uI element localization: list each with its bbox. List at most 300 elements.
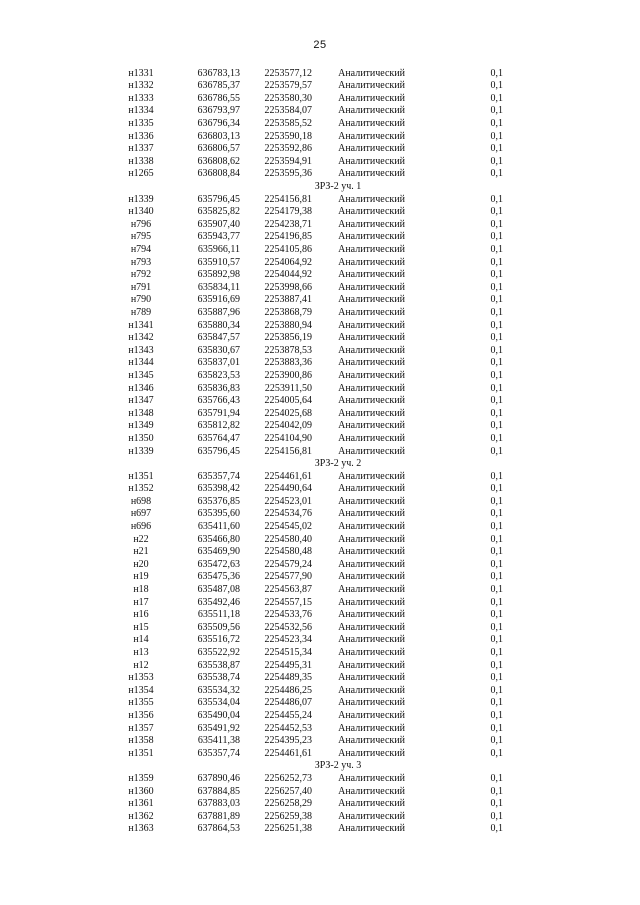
cell-coord-y: 2254461,61 [264,747,312,759]
cell-coord-y: 2254179,38 [264,206,312,218]
cell-method: Аналитический [338,244,405,255]
table-row [113,407,503,420]
table-row [113,684,503,697]
cell-point-id: н1337 [128,143,154,155]
cell-accuracy: 0,1 [490,344,503,356]
cell-coord-x: 635490,04 [197,709,240,721]
cell-coord-y: 2254523,01 [264,495,312,507]
cell-accuracy: 0,1 [490,785,503,797]
cell-accuracy: 0,1 [490,533,503,545]
cell-coord-y: 2253998,66 [264,281,312,293]
cell-coord-y: 2253595,36 [264,168,312,180]
cell-point-id: н1341 [128,319,154,331]
cell-point-id: н1333 [128,92,154,104]
cell-accuracy: 0,1 [490,143,503,155]
cell-point-id: н19 [133,571,149,583]
cell-coord-y: 2253594,91 [264,155,312,167]
cell-coord-y: 2254196,85 [264,231,312,243]
cell-point-id: н1265 [128,168,154,180]
cell-coord-x: 635511,18 [197,609,240,621]
cell-method: Аналитический [338,798,405,810]
cell-coord-y: 2253880,94 [264,319,312,331]
table-row [113,269,503,282]
table-row [113,508,503,521]
cell-method: Аналитический [338,168,405,180]
cell-coord-y: 2254533,76 [264,609,312,621]
cell-accuracy: 0,1 [490,672,503,684]
cell-method: Аналитический [338,508,405,520]
table-row [113,357,503,370]
cell-point-id: н791 [130,281,152,293]
cell-accuracy: 0,1 [490,382,503,394]
cell-method: Аналитический [338,105,405,117]
cell-method: Аналитический [338,281,405,293]
cell-accuracy: 0,1 [490,306,503,318]
cell-accuracy: 0,1 [490,395,503,407]
cell-coord-y: 2254461,61 [264,470,312,482]
cell-method: Аналитический [338,722,405,734]
cell-coord-x: 635475,36 [197,571,240,583]
cell-coord-y: 2253584,07 [264,105,312,117]
table-row [113,709,503,722]
cell-point-id: н1360 [128,785,154,797]
cell-accuracy: 0,1 [490,206,503,218]
cell-point-id: н796 [130,218,152,230]
cell-accuracy: 0,1 [490,684,503,696]
cell-point-id: н1347 [128,395,154,407]
cell-method: Аналитический [338,155,405,167]
cell-method: Аналитический [338,634,405,646]
cell-point-id: н697 [130,508,152,520]
table-row [113,420,503,433]
cell-coord-x: 636785,37 [197,80,240,92]
cell-point-id: н1343 [128,344,154,356]
cell-coord-y: 2254532,56 [264,621,312,633]
cell-method: Аналитический [338,495,405,507]
cell-accuracy: 0,1 [490,772,503,784]
cell-point-id: н1332 [128,80,154,92]
table-row [113,193,503,206]
cell-accuracy: 0,1 [490,621,503,633]
cell-coord-y: 2254580,48 [264,546,312,558]
cell-coord-y: 2254455,24 [264,709,312,721]
cell-point-id: н1339 [128,193,154,205]
cell-coord-y: 2254156,81 [264,193,312,205]
cell-coord-x: 635796,45 [197,445,240,457]
cell-accuracy: 0,1 [490,357,503,369]
cell-method: Аналитический [338,810,405,822]
cell-point-id: н790 [130,294,152,306]
cell-point-id: н1346 [128,382,154,394]
cell-coord-x: 635522,92 [197,647,240,658]
cell-coord-x: 635509,56 [197,621,240,633]
table-row [113,797,503,810]
table-row [113,306,503,319]
cell-coord-y: 2253878,53 [264,344,312,356]
table-row [113,394,503,407]
table-row [113,382,503,395]
cell-accuracy: 0,1 [490,231,503,243]
table-row [113,206,503,219]
cell-accuracy: 0,1 [490,697,503,709]
cell-point-id: н789 [130,306,152,318]
cell-coord-x: 635472,63 [197,558,240,570]
page-number: 25 [313,39,327,51]
table-row [113,168,503,181]
cell-method: Аналитический [338,647,405,658]
cell-accuracy: 0,1 [490,495,503,507]
cell-coord-x: 636808,84 [197,168,240,180]
cell-point-id: н1338 [128,155,154,167]
cell-coord-y: 2256259,38 [264,810,312,822]
cell-coord-y: 2254156,81 [264,445,312,457]
table-row [113,734,503,747]
cell-accuracy: 0,1 [490,709,503,721]
cell-accuracy: 0,1 [490,596,503,608]
cell-accuracy: 0,1 [490,332,503,344]
cell-coord-y: 2254523,34 [264,634,312,646]
cell-coord-x: 635766,43 [197,395,240,407]
cell-method: Аналитический [338,67,405,79]
table-row [113,105,503,118]
cell-coord-x: 637883,03 [197,798,240,810]
cell-point-id: н1361 [128,798,154,810]
cell-method: Аналитический [338,432,405,444]
table-row [113,344,503,357]
cell-accuracy: 0,1 [490,470,503,482]
cell-coord-y: 2254577,90 [264,571,312,583]
cell-point-id: н1334 [128,105,154,117]
cell-coord-y: 2253887,41 [264,294,312,306]
cell-coord-x: 635887,96 [197,306,240,318]
cell-coord-y: 2253868,79 [264,306,312,318]
cell-coord-x: 635837,01 [197,357,240,369]
cell-coord-y: 2254489,35 [264,672,312,684]
cell-method: Аналитический [338,697,405,709]
cell-point-id: н1342 [128,332,154,344]
table-row [113,67,503,80]
cell-point-id: н794 [130,244,152,255]
table-row [113,646,503,659]
cell-method: Аналитический [338,395,405,407]
cell-accuracy: 0,1 [490,269,503,281]
table-row [113,520,503,533]
cell-point-id: н13 [133,647,149,658]
table-row [113,294,503,307]
cell-point-id: н793 [130,256,152,268]
cell-coord-x: 635398,42 [197,483,240,495]
cell-coord-x: 635357,74 [197,470,240,482]
cell-point-id: н1331 [128,67,154,79]
cell-coord-x: 635966,11 [197,244,240,255]
cell-coord-x: 635516,72 [197,634,240,646]
cell-method: Аналитический [338,319,405,331]
section-title: ЗРЗ-2 уч. 1 [314,181,362,193]
cell-point-id: н18 [133,584,149,596]
cell-method: Аналитический [338,306,405,318]
cell-coord-y: 2254042,09 [264,420,312,432]
cell-coord-x: 635376,85 [197,495,240,507]
cell-coord-x: 635796,45 [197,193,240,205]
cell-coord-x: 635847,57 [197,332,240,344]
table-row [113,672,503,685]
coordinates-table [113,67,503,835]
cell-method: Аналитический [338,143,405,155]
cell-accuracy: 0,1 [490,747,503,759]
cell-coord-x: 635834,11 [197,281,240,293]
cell-coord-x: 635395,60 [197,508,240,520]
cell-coord-x: 635534,04 [197,697,240,709]
cell-accuracy: 0,1 [490,558,503,570]
table-row [113,319,503,332]
cell-accuracy: 0,1 [490,584,503,596]
cell-coord-x: 636808,62 [197,155,240,167]
cell-accuracy: 0,1 [490,432,503,444]
cell-method: Аналитический [338,206,405,218]
cell-coord-x: 635916,69 [197,294,240,306]
cell-accuracy: 0,1 [490,722,503,734]
cell-coord-y: 2254534,76 [264,508,312,520]
table-row [113,722,503,735]
cell-point-id: н22 [133,533,149,545]
cell-method: Аналитический [338,470,405,482]
table-row [113,823,503,836]
cell-coord-x: 635487,08 [197,584,240,596]
cell-coord-y: 2254490,64 [264,483,312,495]
cell-coord-y: 2254486,25 [264,684,312,696]
cell-coord-x: 635830,67 [197,344,240,356]
cell-method: Аналитический [338,672,405,684]
cell-coord-x: 635791,94 [197,407,240,419]
cell-coord-y: 2253580,30 [264,92,312,104]
cell-coord-x: 636803,13 [197,130,240,142]
cell-coord-x: 635812,82 [197,420,240,432]
cell-method: Аналитический [338,231,405,243]
cell-coord-y: 2253900,86 [264,369,312,381]
cell-coord-y: 2253585,52 [264,118,312,130]
cell-coord-x: 637881,89 [197,810,240,822]
cell-coord-y: 2254557,15 [264,596,312,608]
cell-point-id: н1349 [128,420,154,432]
cell-method: Аналитический [338,369,405,381]
cell-coord-x: 635411,60 [197,521,240,533]
cell-accuracy: 0,1 [490,445,503,457]
cell-coord-y: 2256257,40 [264,785,312,797]
cell-method: Аналитический [338,571,405,583]
table-row [113,558,503,571]
cell-point-id: н1335 [128,118,154,130]
section-title: ЗРЗ-2 уч. 2 [314,458,362,470]
cell-point-id: н1354 [128,684,154,696]
cell-method: Аналитический [338,735,405,747]
cell-method: Аналитический [338,269,405,281]
cell-method: Аналитический [338,659,405,671]
cell-method: Аналитический [338,596,405,608]
cell-method: Аналитический [338,785,405,797]
cell-coord-x: 635943,77 [197,231,240,243]
cell-accuracy: 0,1 [490,80,503,92]
cell-method: Аналитический [338,747,405,759]
cell-accuracy: 0,1 [490,407,503,419]
table-row [113,621,503,634]
section-title-row [113,760,503,773]
cell-method: Аналитический [338,684,405,696]
cell-method: Аналитический [338,772,405,784]
cell-coord-y: 2256252,73 [264,772,312,784]
cell-point-id: н1359 [128,772,154,784]
cell-accuracy: 0,1 [490,521,503,533]
table-row [113,243,503,256]
cell-coord-x: 635907,40 [197,218,240,230]
cell-point-id: н1351 [128,470,154,482]
cell-method: Аналитический [338,357,405,369]
cell-method: Аналитический [338,621,405,633]
cell-point-id: н1363 [128,823,154,835]
cell-coord-y: 2253592,86 [264,143,312,155]
cell-accuracy: 0,1 [490,155,503,167]
table-row [113,596,503,609]
cell-coord-x: 635836,83 [197,382,240,394]
table-row [113,369,503,382]
cell-method: Аналитический [338,709,405,721]
cell-accuracy: 0,1 [490,798,503,810]
cell-method: Аналитический [338,294,405,306]
cell-method: Аналитический [338,218,405,230]
cell-method: Аналитический [338,332,405,344]
cell-coord-x: 635764,47 [197,432,240,444]
cell-point-id: н1340 [128,206,154,218]
cell-point-id: н696 [130,521,152,533]
cell-coord-y: 2254580,40 [264,533,312,545]
table-row [113,747,503,760]
cell-point-id: н1357 [128,722,154,734]
cell-coord-x: 637890,46 [197,772,240,784]
table-row [113,634,503,647]
cell-point-id: н1353 [128,672,154,684]
cell-coord-x: 635492,46 [197,596,240,608]
cell-point-id: н15 [133,621,149,633]
table-row [113,155,503,168]
cell-coord-y: 2254495,31 [264,659,312,671]
cell-coord-y: 2254238,71 [264,218,312,230]
table-row [113,659,503,672]
cell-accuracy: 0,1 [490,193,503,205]
cell-method: Аналитический [338,609,405,621]
table-row [113,281,503,294]
cell-method: Аналитический [338,445,405,457]
cell-coord-x: 636783,13 [197,67,240,79]
table-row [113,432,503,445]
table-row [113,583,503,596]
cell-accuracy: 0,1 [490,508,503,520]
cell-coord-y: 2253911,50 [264,382,312,394]
cell-coord-x: 635825,82 [197,206,240,218]
table-row [113,92,503,105]
cell-point-id: н1351 [128,747,154,759]
table-row [113,143,503,156]
cell-method: Аналитический [338,92,405,104]
cell-accuracy: 0,1 [490,420,503,432]
cell-point-id: н21 [133,546,149,558]
cell-accuracy: 0,1 [490,823,503,835]
cell-point-id: н1344 [128,357,154,369]
cell-coord-y: 2253590,18 [264,130,312,142]
cell-method: Аналитический [338,584,405,596]
table-row [113,130,503,143]
cell-method: Аналитический [338,80,405,92]
table-row [113,533,503,546]
cell-accuracy: 0,1 [490,281,503,293]
cell-coord-y: 2254579,24 [264,558,312,570]
table-row [113,785,503,798]
cell-accuracy: 0,1 [490,118,503,130]
cell-method: Аналитический [338,382,405,394]
cell-method: Аналитический [338,193,405,205]
table-row [113,470,503,483]
cell-coord-y: 2254005,64 [264,395,312,407]
cell-accuracy: 0,1 [490,218,503,230]
cell-method: Аналитический [338,823,405,835]
cell-coord-x: 635823,53 [197,369,240,381]
cell-point-id: н1356 [128,709,154,721]
cell-coord-x: 635466,80 [197,533,240,545]
cell-coord-x: 635357,74 [197,747,240,759]
cell-coord-x: 635892,98 [197,269,240,281]
table-row [113,231,503,244]
cell-coord-y: 2253883,36 [264,357,312,369]
cell-method: Аналитический [338,558,405,570]
cell-coord-y: 2254452,53 [264,722,312,734]
table-row [113,609,503,622]
cell-accuracy: 0,1 [490,168,503,180]
table-row [113,331,503,344]
cell-coord-y: 2256251,38 [264,823,312,835]
cell-accuracy: 0,1 [490,244,503,255]
table-row [113,697,503,710]
cell-point-id: н1358 [128,735,154,747]
cell-point-id: н1339 [128,445,154,457]
cell-accuracy: 0,1 [490,369,503,381]
cell-coord-y: 2253577,12 [264,67,312,79]
table-row [113,772,503,785]
cell-coord-x: 635491,92 [197,722,240,734]
table-row [113,483,503,496]
cell-point-id: н12 [133,659,149,671]
cell-point-id: н1362 [128,810,154,822]
cell-coord-y: 2254044,92 [264,269,312,281]
cell-coord-x: 636786,55 [197,92,240,104]
cell-point-id: н17 [133,596,149,608]
cell-accuracy: 0,1 [490,659,503,671]
cell-coord-x: 635538,74 [197,672,240,684]
cell-point-id: н1352 [128,483,154,495]
cell-point-id: н698 [130,495,152,507]
cell-coord-y: 2254486,07 [264,697,312,709]
cell-point-id: н14 [133,634,149,646]
cell-method: Аналитический [338,483,405,495]
cell-coord-x: 635538,87 [197,659,240,671]
cell-coord-x: 635910,57 [197,256,240,268]
cell-coord-x: 636806,57 [197,143,240,155]
cell-point-id: н1350 [128,432,154,444]
cell-coord-y: 2254025,68 [264,407,312,419]
section-title: ЗРЗ-2 уч. 3 [314,760,362,772]
cell-method: Аналитический [338,521,405,533]
cell-method: Аналитический [338,420,405,432]
cell-coord-x: 635411,38 [197,735,240,747]
cell-coord-y: 2254064,92 [264,256,312,268]
cell-accuracy: 0,1 [490,546,503,558]
